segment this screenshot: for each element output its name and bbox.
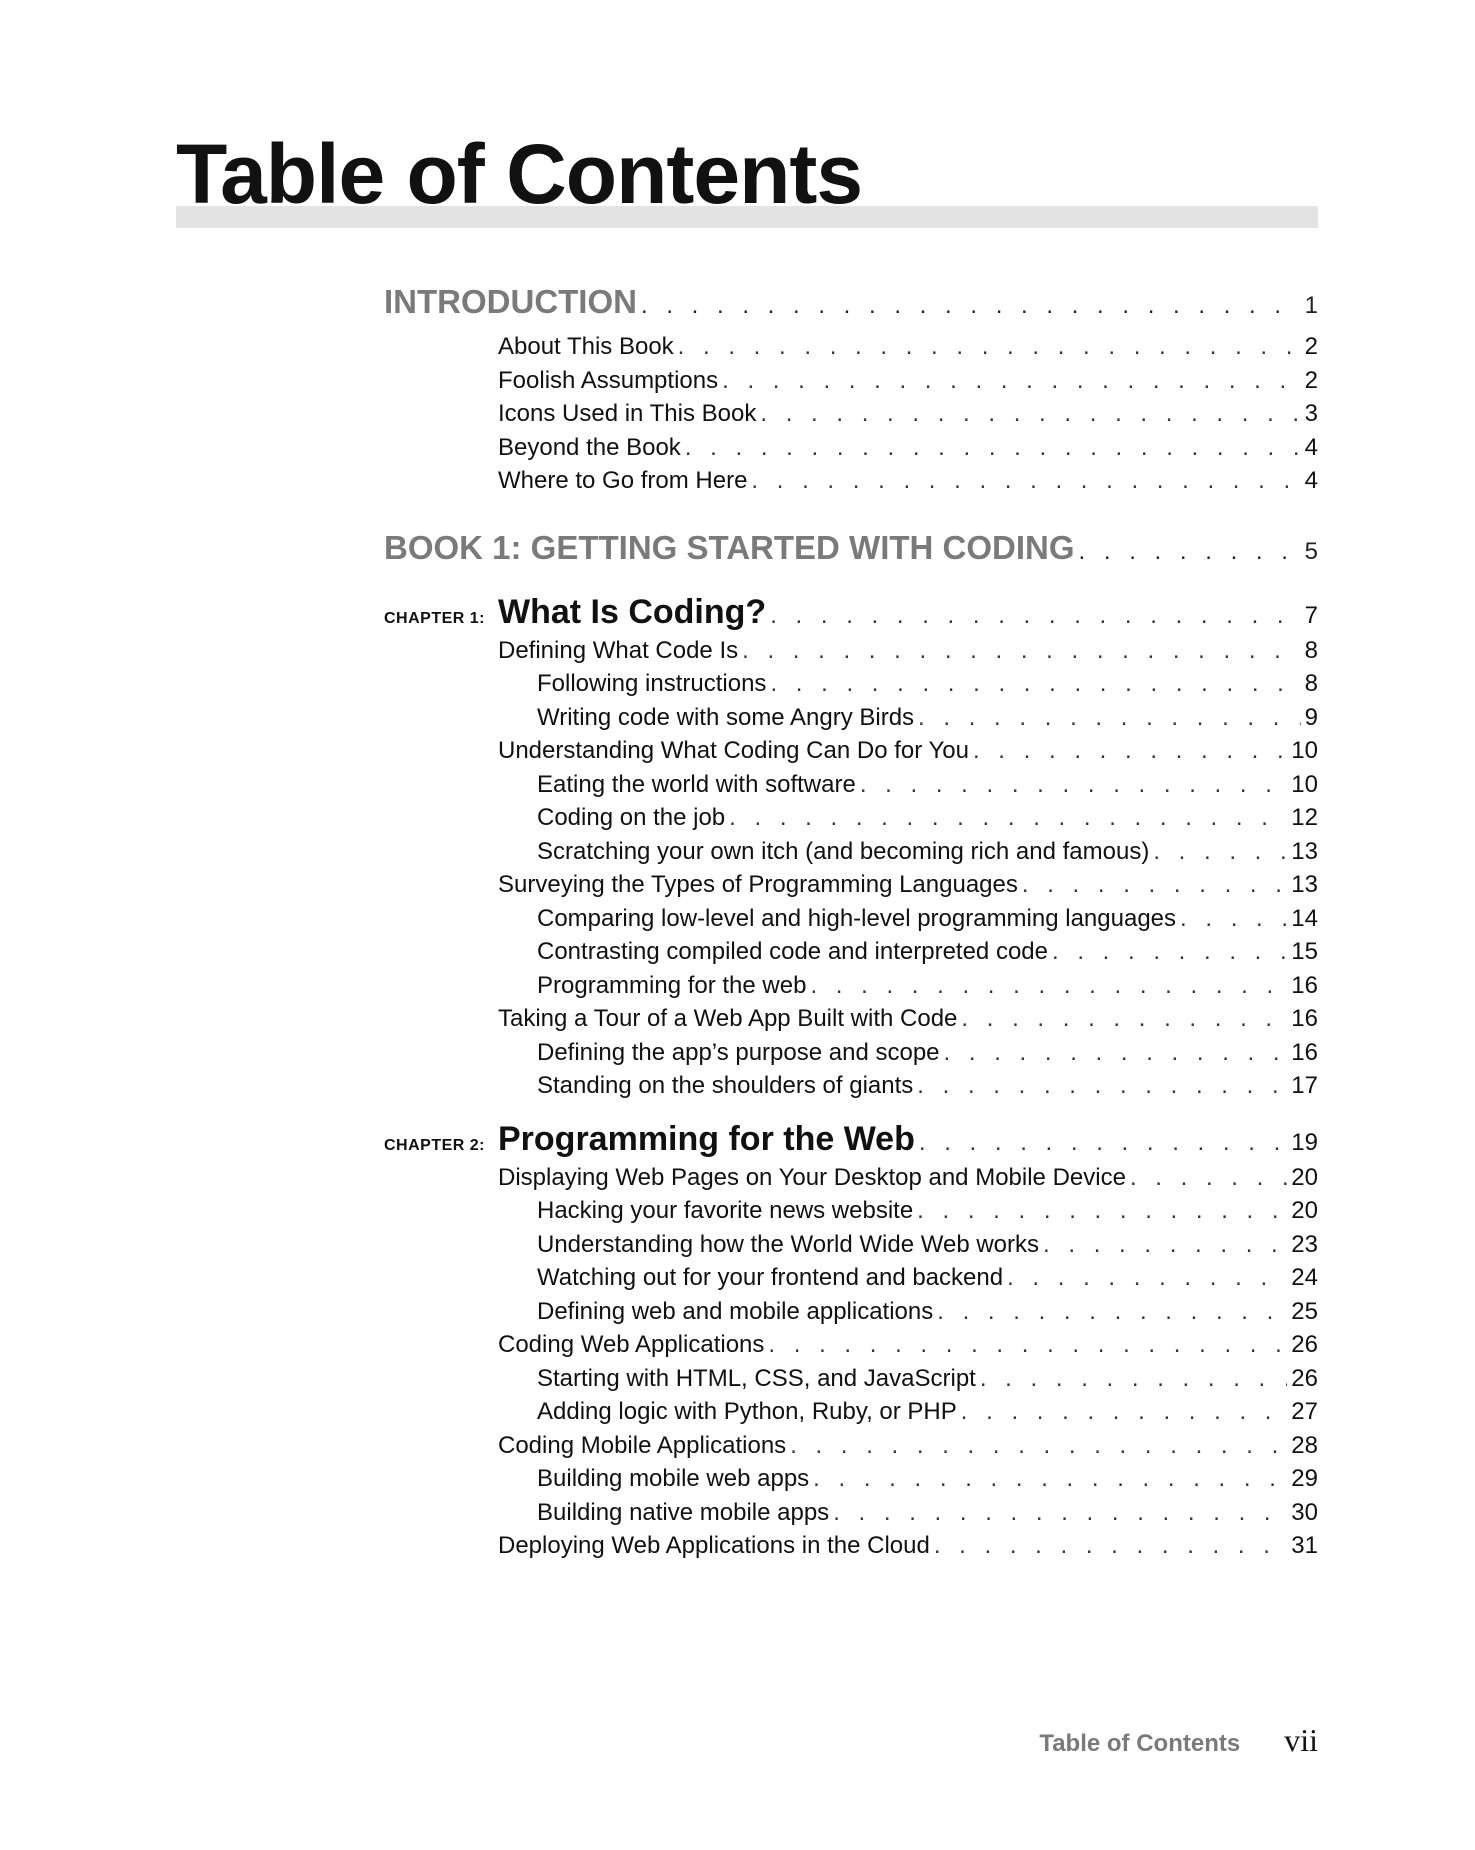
footer-running-head: Table of Contents xyxy=(1039,1730,1241,1757)
toc-section-entry-page-number: 13 xyxy=(1291,871,1318,898)
toc-subsection-entry[interactable] xyxy=(384,838,1318,872)
dot-leader xyxy=(917,1072,1287,1100)
toc-section-entry-page-number: 20 xyxy=(1291,1163,1318,1191)
toc-section-entry-page-number: 28 xyxy=(1291,1431,1318,1459)
toc-subsection-entry[interactable] xyxy=(384,1298,1318,1332)
toc-subsection-entry-page-number: 12 xyxy=(1291,804,1318,831)
part-heading-label: INTRODUCTION xyxy=(384,283,637,320)
dot-leader xyxy=(917,1197,1287,1225)
dot-leader xyxy=(833,1499,1287,1527)
dot-leader xyxy=(770,602,1300,630)
toc-section-entry[interactable] xyxy=(384,871,1318,905)
toc-subsection-entry-page-number: 26 xyxy=(1291,1364,1318,1392)
footer-page-number: vii xyxy=(1284,1722,1318,1758)
toc-subsection-entry[interactable] xyxy=(384,670,1318,704)
toc-section-entry-label: Defining What Code Is xyxy=(498,636,739,664)
toc-section-entry-page-number: 8 xyxy=(1304,636,1318,664)
toc-subsection-entry-label: Hacking your favorite news website xyxy=(537,1197,914,1224)
dot-leader xyxy=(678,333,1301,361)
dot-leader xyxy=(919,1129,1287,1157)
chapter-number-label: CHAPTER 1: xyxy=(384,609,486,627)
toc-subsection-entry-label: Contrasting compiled code and interpreted code xyxy=(537,938,1048,965)
chapter-number-label: CHAPTER 2: xyxy=(384,1136,486,1154)
dot-leader xyxy=(961,1005,1287,1033)
part-heading[interactable] xyxy=(384,283,1318,333)
dot-leader xyxy=(973,737,1287,765)
toc-subsection-entry-page-number: 10 xyxy=(1291,770,1318,798)
spacer xyxy=(384,579,1318,593)
toc-section-entry[interactable] xyxy=(384,1005,1318,1039)
toc-subsection-entry[interactable] xyxy=(384,1365,1318,1399)
spacer xyxy=(384,1106,1318,1120)
chapter-heading[interactable] xyxy=(384,1120,1318,1164)
part-heading[interactable] xyxy=(384,529,1318,579)
toc-subsection-entry[interactable] xyxy=(384,804,1318,838)
toc-subsection-entry-label: Standing on the shoulders of giants xyxy=(537,1072,914,1099)
toc-subsection-entry-label: Defining the app’s purpose and scope xyxy=(537,1038,940,1066)
toc-entry-label: Icons Used in This Book xyxy=(498,400,757,427)
dot-leader xyxy=(770,670,1300,698)
toc-subsection-entry-page-number: 14 xyxy=(1291,904,1318,932)
toc-subsection-entry-page-number: 24 xyxy=(1291,1264,1318,1291)
toc-subsection-entry-page-number: 23 xyxy=(1291,1230,1318,1258)
toc-entry[interactable] xyxy=(384,467,1318,501)
dot-leader xyxy=(1052,938,1287,966)
toc-section-entry-label: Surveying the Types of Programming Languages xyxy=(498,871,1018,898)
page-title xyxy=(176,118,1318,230)
chapter-heading[interactable] xyxy=(384,593,1318,637)
toc-section-entry-label: Coding Web Applications xyxy=(498,1331,765,1358)
toc-subsection-entry[interactable] xyxy=(384,1465,1318,1499)
dot-leader xyxy=(944,1039,1288,1067)
toc-section-entry[interactable] xyxy=(384,1432,1318,1466)
toc-subsection-entry-label: Starting with HTML, CSS, and JavaScript xyxy=(537,1364,976,1392)
toc-entry-label: Foolish Assumptions xyxy=(498,366,719,394)
dot-leader xyxy=(934,1532,1287,1560)
dot-leader xyxy=(937,1298,1287,1326)
toc-entry-label: About This Book xyxy=(498,333,674,360)
dot-leader xyxy=(1079,538,1301,566)
part-heading-page-number: 1 xyxy=(1304,292,1318,319)
dot-leader xyxy=(860,771,1287,799)
dot-leader xyxy=(768,1331,1287,1359)
dot-leader xyxy=(810,972,1287,1000)
toc-entry-page-number: 2 xyxy=(1304,366,1318,394)
dot-leader xyxy=(1007,1264,1287,1292)
toc-subsection-entry-label: Following instructions xyxy=(537,670,767,697)
toc-entry-page-number: 2 xyxy=(1304,333,1318,360)
toc-entry-page-number: 4 xyxy=(1304,467,1318,494)
chapter-heading-label: What Is Coding? xyxy=(498,592,767,631)
toc-section-entry[interactable] xyxy=(384,637,1318,671)
toc-subsection-entry-label: Building native mobile apps xyxy=(537,1498,830,1526)
dot-leader xyxy=(685,434,1301,462)
page-title-text: Table of Contents xyxy=(176,127,863,221)
toc-subsection-entry-page-number: 16 xyxy=(1291,971,1318,999)
toc-subsection-entry[interactable] xyxy=(384,1398,1318,1432)
toc-subsection-entry[interactable] xyxy=(384,1039,1318,1073)
toc-subsection-entry-page-number: 16 xyxy=(1291,1038,1318,1066)
toc-subsection-entry[interactable] xyxy=(384,771,1318,805)
dot-leader xyxy=(641,292,1301,320)
part-heading-page-number: 5 xyxy=(1304,537,1318,565)
toc-subsection-entry-label: Understanding how the World Wide Web works xyxy=(537,1230,1040,1258)
toc-subsection-entry-page-number: 25 xyxy=(1291,1297,1318,1325)
toc-entry[interactable] xyxy=(384,333,1318,367)
toc-subsection-entry-label: Writing code with some Angry Birds xyxy=(537,703,915,731)
part-heading-label: BOOK 1: GETTING STARTED WITH CODING xyxy=(384,528,1075,566)
toc-subsection-entry-page-number: 27 xyxy=(1291,1398,1318,1425)
toc-entry-label: Beyond the Book xyxy=(498,433,681,461)
toc-entry[interactable] xyxy=(384,434,1318,468)
toc-subsection-entry-label: Watching out for your frontend and backend xyxy=(537,1264,1004,1291)
dot-leader xyxy=(729,804,1287,832)
dot-leader xyxy=(980,1365,1287,1393)
table-of-contents xyxy=(384,283,1318,1566)
spacer xyxy=(384,501,1318,529)
toc-section-entry-label: Deploying Web Applications in the Cloud xyxy=(498,1532,930,1559)
page-footer xyxy=(1039,1722,1318,1759)
toc-subsection-entry-page-number: 13 xyxy=(1291,837,1318,865)
dot-leader xyxy=(722,367,1301,395)
toc-subsection-entry-label: Coding on the job xyxy=(537,804,726,831)
toc-section-entry[interactable] xyxy=(384,1331,1318,1365)
chapter-heading-label: Programming for the Web xyxy=(498,1119,915,1158)
toc-entry-page-number: 3 xyxy=(1304,400,1318,427)
toc-subsection-entry-label: Comparing low-level and high-level programming languages xyxy=(537,904,1177,932)
toc-subsection-entry-label: Programming for the web xyxy=(537,971,807,999)
toc-section-entry[interactable] xyxy=(384,1532,1318,1566)
toc-subsection-entry-label: Eating the world with software xyxy=(537,770,856,798)
dot-leader xyxy=(742,637,1301,665)
toc-subsection-entry[interactable] xyxy=(384,704,1318,738)
toc-subsection-entry-page-number: 15 xyxy=(1291,938,1318,965)
dot-leader xyxy=(918,704,1301,732)
chapter-heading-page-number: 7 xyxy=(1304,601,1318,629)
toc-subsection-entry-page-number: 9 xyxy=(1304,703,1318,731)
toc-section-entry-label: Coding Mobile Applications xyxy=(498,1431,787,1459)
toc-subsection-entry[interactable] xyxy=(384,1197,1318,1231)
toc-subsection-entry-page-number: 29 xyxy=(1291,1465,1318,1492)
dot-leader xyxy=(751,467,1300,495)
toc-entry-page-number: 4 xyxy=(1304,433,1318,461)
dot-leader xyxy=(961,1398,1288,1426)
toc-subsection-entry-page-number: 30 xyxy=(1291,1498,1318,1526)
toc-section-entry[interactable] xyxy=(384,737,1318,771)
toc-subsection-entry[interactable] xyxy=(384,938,1318,972)
dot-leader xyxy=(760,400,1300,428)
toc-subsection-entry[interactable] xyxy=(384,905,1318,939)
toc-subsection-entry[interactable] xyxy=(384,1072,1318,1106)
chapter-heading-page-number: 19 xyxy=(1291,1128,1318,1156)
toc-section-entry-label: Taking a Tour of a Web App Built with Code xyxy=(498,1005,958,1032)
toc-entry[interactable] xyxy=(384,400,1318,434)
toc-section-entry-page-number: 10 xyxy=(1291,737,1318,764)
toc-subsection-entry-page-number: 20 xyxy=(1291,1197,1318,1224)
toc-section-entry-label: Displaying Web Pages on Your Desktop and Mobile Device xyxy=(498,1163,1126,1191)
toc-subsection-entry-label: Scratching your own itch (and becoming rich and famous) xyxy=(537,837,1150,865)
toc-subsection-entry[interactable] xyxy=(384,1264,1318,1298)
toc-subsection-entry-label: Defining web and mobile applications xyxy=(537,1297,934,1325)
dot-leader xyxy=(1153,838,1287,866)
toc-section-entry-page-number: 26 xyxy=(1291,1331,1318,1358)
dot-leader xyxy=(813,1465,1287,1493)
toc-subsection-entry-label: Adding logic with Python, Ruby, or PHP xyxy=(537,1398,957,1425)
toc-subsection-entry-page-number: 8 xyxy=(1304,670,1318,697)
toc-section-entry-page-number: 16 xyxy=(1291,1005,1318,1032)
toc-entry-label: Where to Go from Here xyxy=(498,467,748,494)
toc-subsection-entry[interactable] xyxy=(384,1499,1318,1533)
dot-leader xyxy=(1022,871,1287,899)
dot-leader xyxy=(790,1432,1287,1460)
toc-subsection-entry-label: Building mobile web apps xyxy=(537,1465,810,1492)
toc-section-entry-page-number: 31 xyxy=(1291,1532,1318,1559)
toc-subsection-entry[interactable] xyxy=(384,972,1318,1006)
dot-leader xyxy=(1043,1231,1287,1259)
toc-subsection-entry-page-number: 17 xyxy=(1291,1072,1318,1099)
toc-entry[interactable] xyxy=(384,367,1318,401)
toc-section-entry-label: Understanding What Coding Can Do for You xyxy=(498,737,969,764)
dot-leader xyxy=(1180,905,1287,933)
toc-subsection-entry[interactable] xyxy=(384,1231,1318,1265)
dot-leader xyxy=(1130,1164,1287,1192)
toc-section-entry[interactable] xyxy=(384,1164,1318,1198)
